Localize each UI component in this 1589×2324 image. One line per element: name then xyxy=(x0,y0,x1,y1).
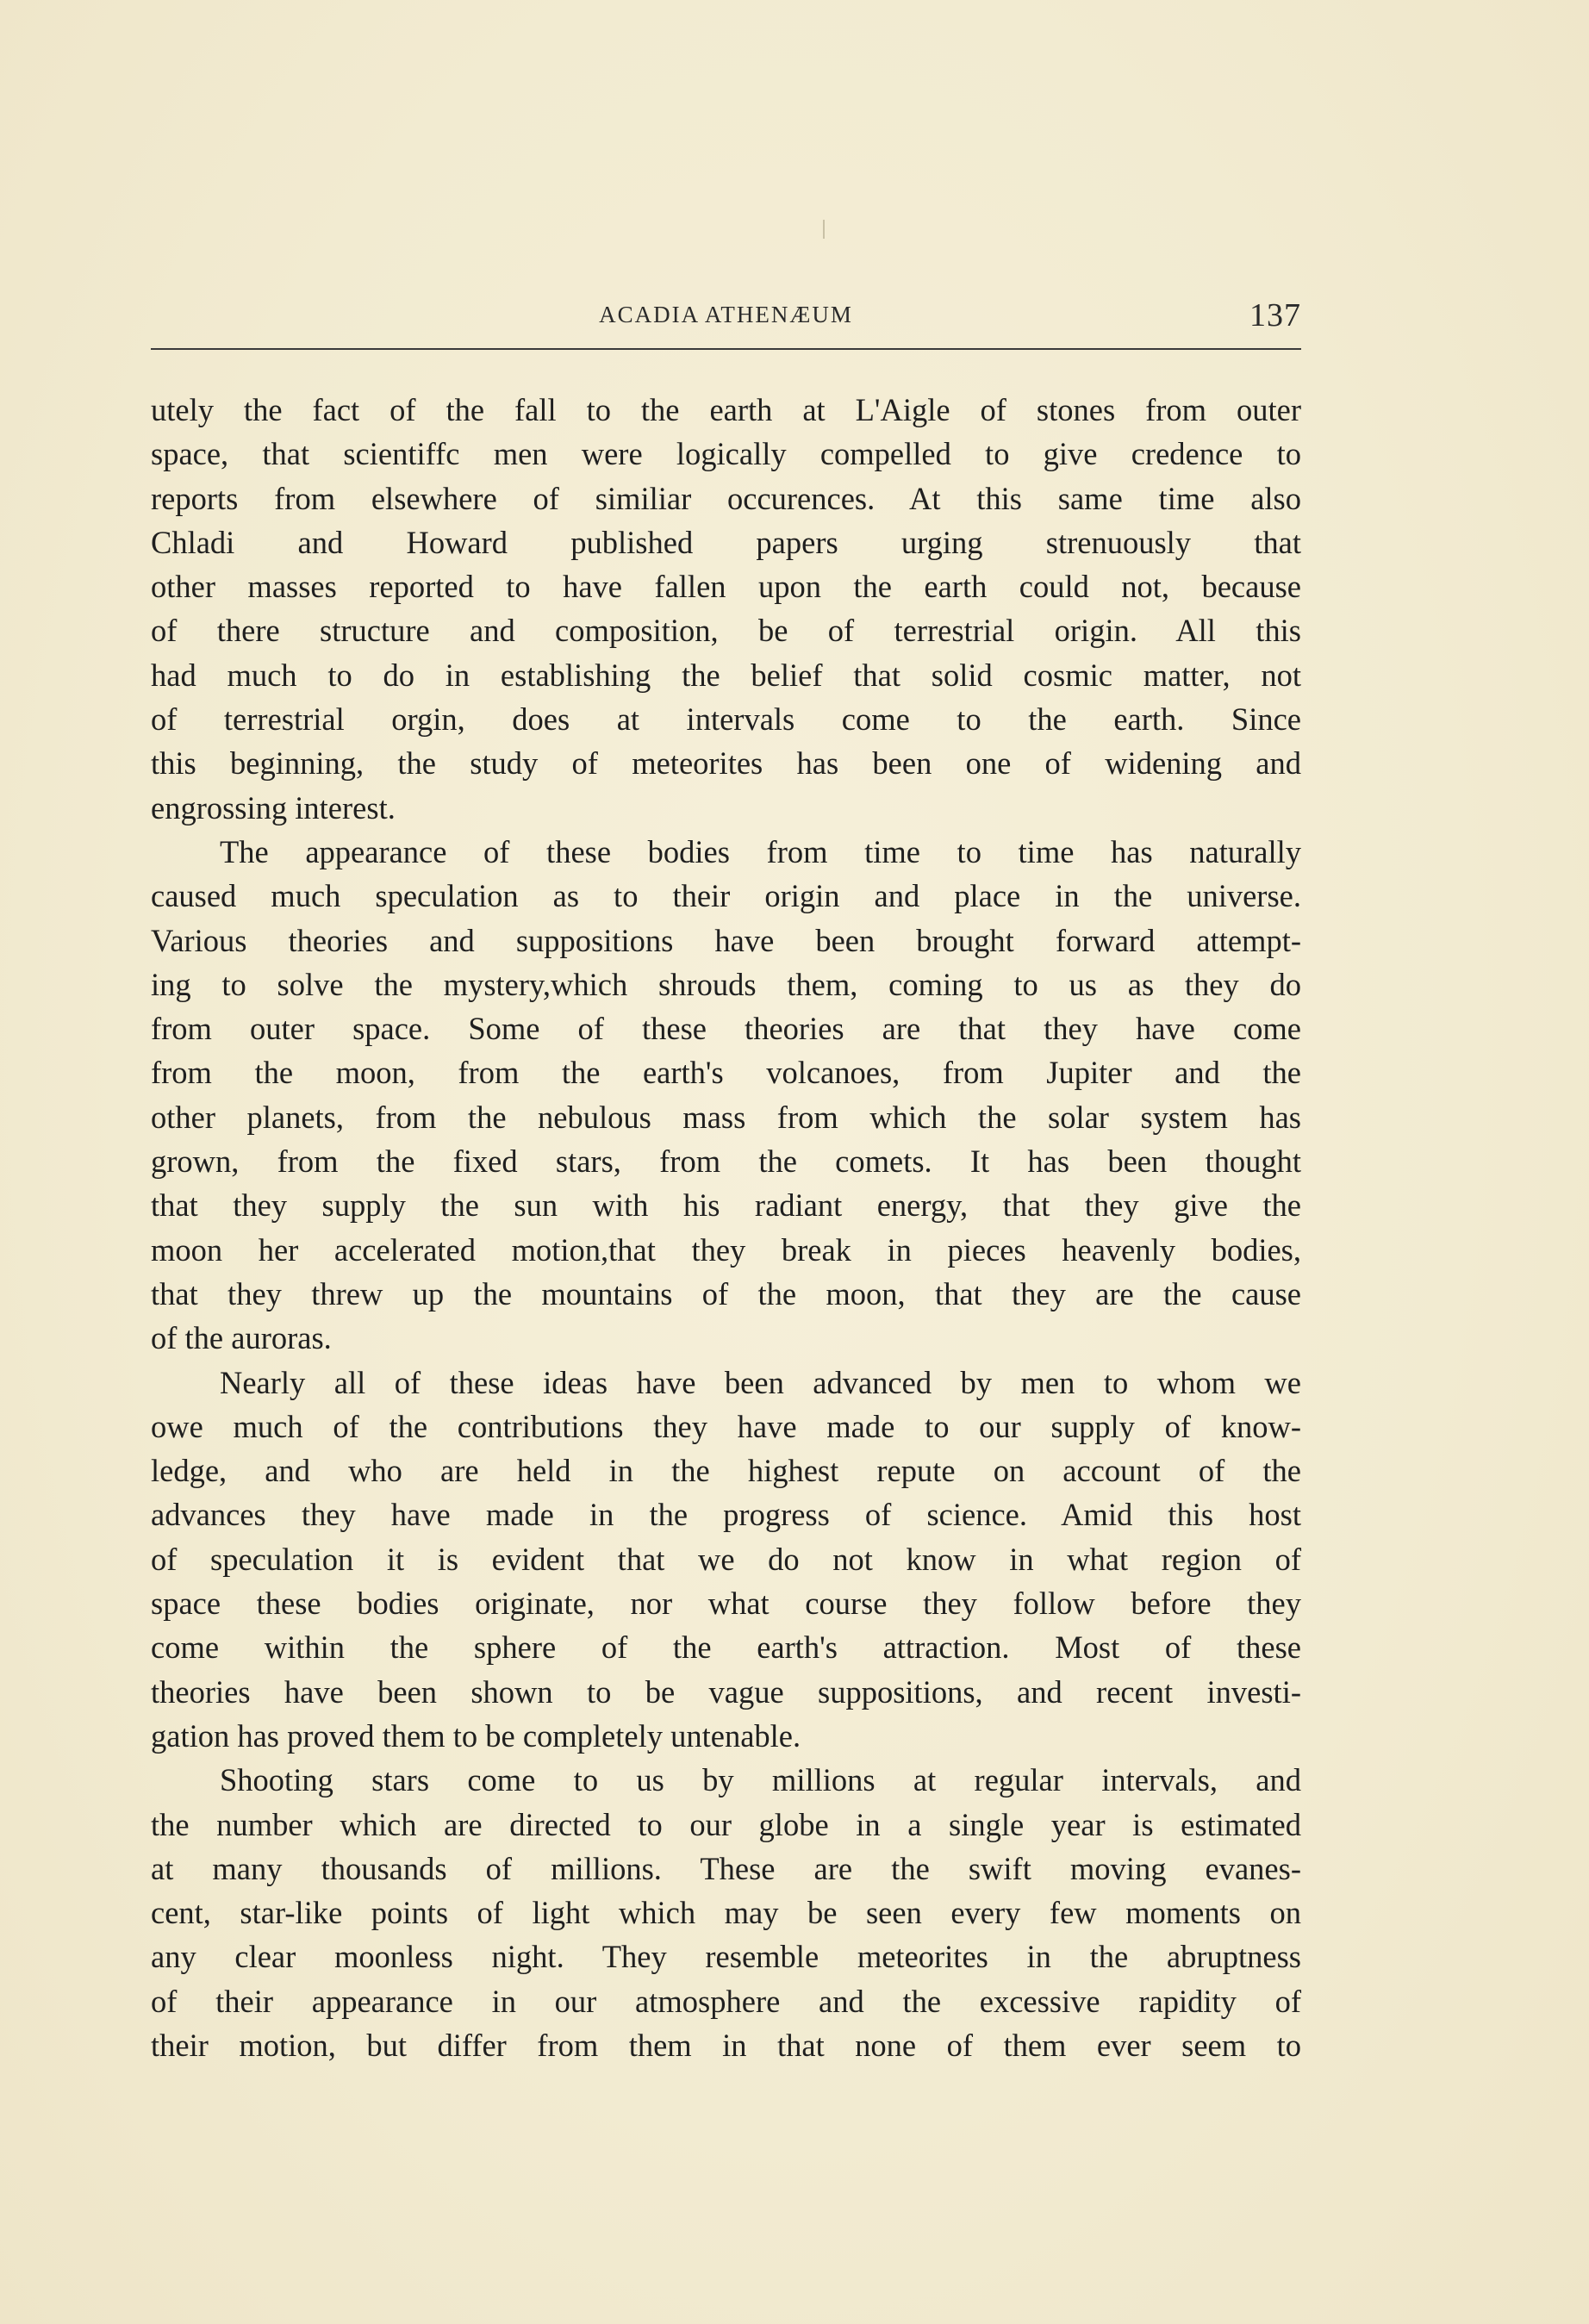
text-line: Various theories and suppositions have been brought forward attempt- xyxy=(151,922,1301,958)
text-line: space these bodies originate, nor what course they follow before they xyxy=(151,1586,1301,1622)
text-line: gation has proved them to be completely untenable. xyxy=(151,1717,801,1754)
text-line: owe much of the contributions they have made to our supply of know- xyxy=(151,1408,1301,1444)
paragraph xyxy=(151,830,1301,1361)
text-line: of speculation it is evident that we do not know in what region of xyxy=(151,1541,1301,1577)
text-line: the number which are directed to our globe in a single year is estimated xyxy=(151,1806,1301,1842)
text-line: any clear moonless night. They resemble meteorites in the abruptness xyxy=(151,1939,1301,1975)
journal-title: ACADIA ATHENÆUM xyxy=(599,302,853,327)
text-line: at many thousands of millions. These are the swift moving evanes- xyxy=(151,1850,1301,1886)
text-line: of their appearance in our atmosphere and the excessive rapidity of xyxy=(151,1983,1301,2019)
page-number: 137 xyxy=(1249,297,1301,333)
text-line: other masses reported to have fallen upon the earth could not, because xyxy=(151,569,1301,605)
text-line: that they threw up the mountains of the moon, that they are the cause xyxy=(151,1275,1301,1312)
text-line: from the moon, from the earth's volcanoes, from Jupiter and the xyxy=(151,1055,1301,1091)
paragraph xyxy=(151,388,1301,830)
text-line: The appearance of these bodies from time to time has naturally xyxy=(220,833,1301,869)
text-line: come within the sphere of the earth's attraction. Most of these xyxy=(151,1629,1301,1666)
text-line: theories have been shown to be vague suppositions, and recent investi- xyxy=(151,1673,1301,1710)
text-line: ing to solve the mystery,which shrouds them, coming to us as they do xyxy=(151,966,1301,1002)
text-line: caused much speculation as to their origin and place in the universe. xyxy=(151,878,1301,914)
text-line: Nearly all of these ideas have been advanced by men to whom we xyxy=(220,1364,1301,1400)
text-line: this beginning, the study of meteorites has been one of widening and xyxy=(151,745,1301,782)
text-line: of there structure and composition, be of terrestrial origin. All this xyxy=(151,613,1301,649)
paragraph xyxy=(151,1758,1301,2067)
article-body xyxy=(151,388,1301,2067)
paragraph xyxy=(151,1361,1301,1759)
text-line: utely the fact of the fall to the earth at L'Aigle of stones from outer xyxy=(151,392,1301,427)
text-line: grown, from the fixed stars, from the comets. It has been thought xyxy=(151,1143,1301,1180)
text-line: Chladi and Howard published papers urging strenuously that xyxy=(151,524,1301,560)
scan-artifact xyxy=(823,220,825,239)
text-line: of terrestrial orgin, does at intervals come to the earth. Since xyxy=(151,701,1301,738)
text-line: from outer space. Some of these theories are that they have come xyxy=(151,1011,1301,1047)
text-line: moon her accelerated motion,that they break in pieces heavenly bodies, xyxy=(151,1231,1301,1268)
text-line: cent, star-like points of light which may be seen every few moments on xyxy=(151,1895,1301,1931)
text-line: Shooting stars come to us by millions at regular intervals, and xyxy=(220,1762,1301,1798)
text-line: of the auroras. xyxy=(151,1320,332,1356)
text-line: had much to do in establishing the belief that solid cosmic matter, not xyxy=(151,657,1301,693)
text-line: space, that scientiffc men were logically compelled to give credence to xyxy=(151,436,1301,472)
text-line: their motion, but differ from them in that none of them ever seem to xyxy=(151,2027,1301,2063)
text-line: that they supply the sun with his radiant energy, that they give the xyxy=(151,1187,1301,1224)
text-line: ledge, and who are held in the highest repute on account of the xyxy=(151,1453,1301,1489)
running-header xyxy=(151,297,1301,350)
text-line: other planets, from the nebulous mass from which the solar system has xyxy=(151,1099,1301,1135)
text-line: engrossing interest. xyxy=(151,789,396,826)
text-line: reports from elsewhere of similiar occurences. At this same time also xyxy=(151,480,1301,516)
text-line: advances they have made in the progress of science. Amid this host xyxy=(151,1497,1301,1533)
